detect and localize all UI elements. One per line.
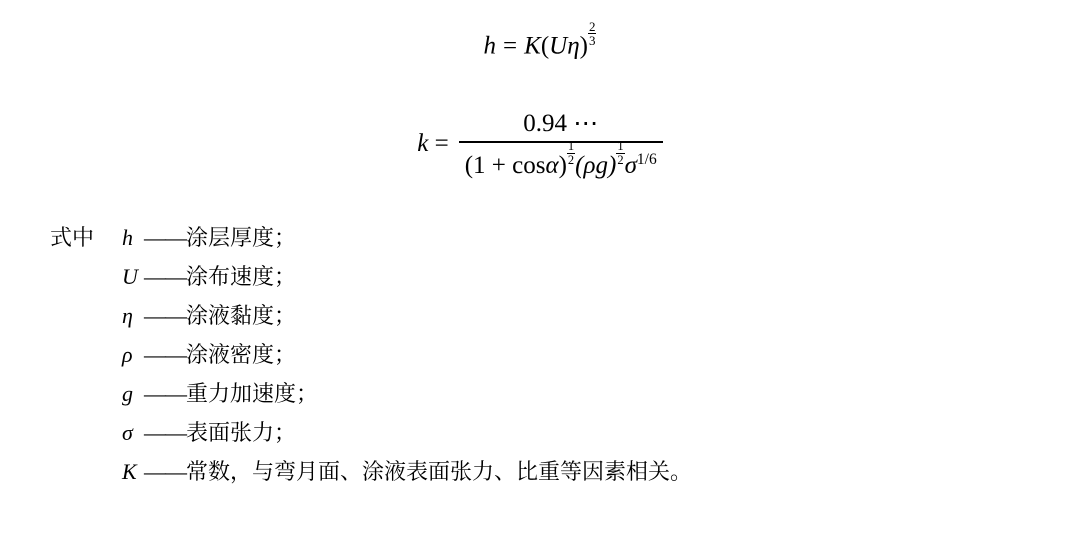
eq1-lhs: h [483, 32, 497, 60]
eq2-denominator [459, 139, 663, 180]
legend-symbol: σ [122, 420, 133, 445]
eq2-den-exponent-1 [567, 140, 575, 167]
legend-text: 涂层厚度； [186, 225, 297, 250]
eq1-exponent-numerator: 2 [588, 18, 596, 34]
equation-k-row [417, 108, 662, 180]
eq1-exponent [588, 20, 597, 48]
legend-dash: —— [144, 342, 186, 367]
legend-symbol: g [122, 381, 133, 406]
eq2-den-rho-g: (ρg) [575, 151, 617, 179]
legend-dash: —— [144, 264, 186, 289]
eq1-eta: η [567, 32, 580, 60]
eq1-open-paren: ( [540, 32, 550, 60]
eq2-den-exp1-num: 1 [567, 139, 575, 154]
legend-item [50, 452, 692, 491]
legend-symbol: ρ [122, 342, 133, 367]
eq1-U: U [549, 32, 568, 60]
eq1-equals: = [503, 32, 518, 60]
legend-symbol: η [122, 303, 133, 328]
legend-item [50, 374, 692, 413]
eq2-den-alpha: α [545, 151, 559, 179]
eq2-numerator: 0.94 ⋯ [523, 110, 599, 137]
legend-item [50, 296, 692, 335]
legend-item [50, 257, 692, 296]
eq2-equals: = [434, 129, 449, 157]
eq1-exponent-denominator: 3 [588, 33, 596, 49]
legend-symbol: h [122, 225, 133, 250]
legend-text: 常数，与弯月面、涂液表面张力、比重等因素相关。 [186, 459, 693, 484]
legend-item [50, 335, 692, 374]
equation-thickness [0, 18, 1080, 61]
legend-dash: —— [144, 459, 186, 484]
eq2-den-close: ) [558, 151, 567, 179]
symbol-legend [50, 218, 692, 491]
eq2-lhs: k [417, 129, 429, 157]
eq2-fraction [459, 108, 663, 180]
legend-text: 涂液黏度； [186, 303, 297, 328]
legend-lead: 式中 [50, 225, 95, 250]
eq2-den-exponent-2 [616, 140, 624, 167]
legend-dash: —— [144, 303, 186, 328]
legend-symbol: K [122, 459, 137, 484]
eq1-K: K [524, 32, 541, 60]
eq2-lhs-group [417, 130, 458, 158]
eq2-den-exp2-num: 1 [617, 139, 624, 154]
legend-symbol: U [122, 264, 138, 289]
legend-dash: —— [144, 381, 186, 406]
legend-dash: —— [144, 420, 186, 445]
legend-text: 涂液密度； [186, 342, 297, 367]
eq2-den-exp2-den: 2 [617, 153, 624, 168]
eq2-den-sigma: σ [624, 151, 637, 179]
legend-text: 涂布速度； [186, 264, 297, 289]
legend-dash: —— [144, 225, 186, 250]
legend-text: 重力加速度； [186, 381, 319, 406]
eq2-den-open: (1 + cos [464, 151, 546, 179]
eq2-den-exp1-den: 2 [567, 153, 575, 168]
eq2-den-sigma-exponent: 1/6 [636, 150, 657, 168]
legend-item [50, 218, 692, 257]
equation-k [0, 108, 1080, 180]
legend-item [50, 413, 692, 452]
eq1-close-paren: ) [579, 32, 588, 60]
legend-text: 表面张力； [186, 420, 297, 445]
